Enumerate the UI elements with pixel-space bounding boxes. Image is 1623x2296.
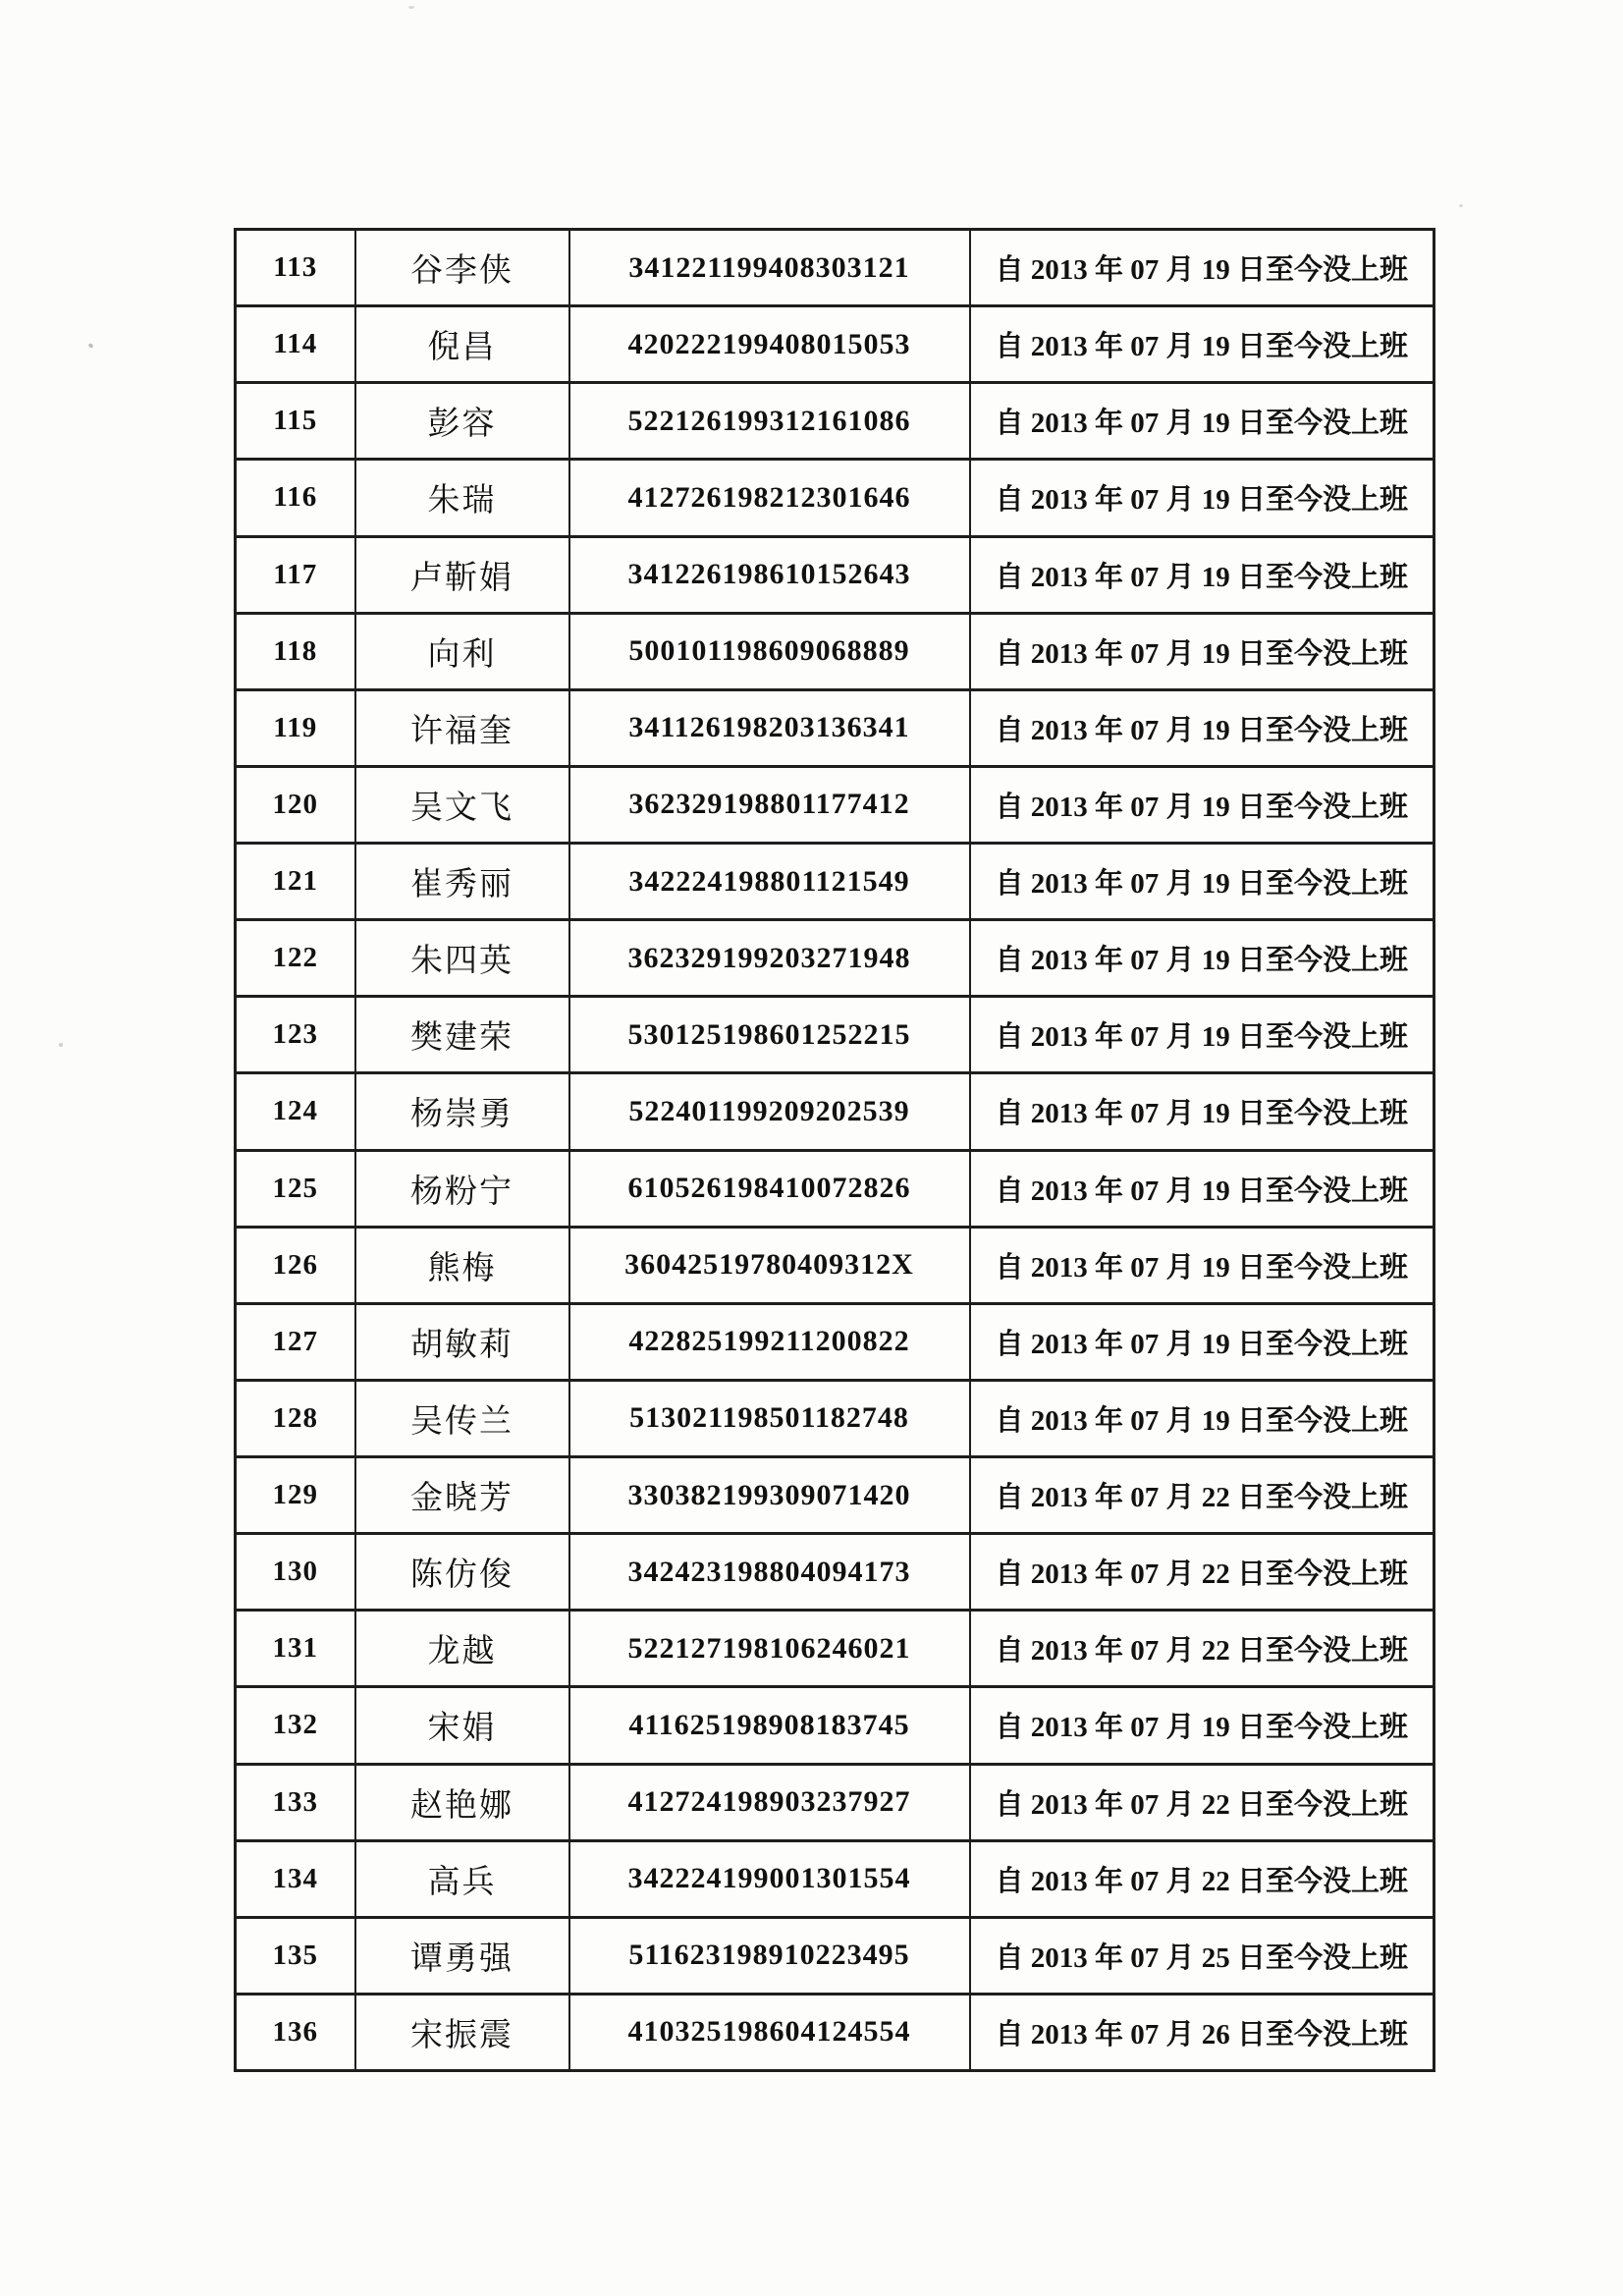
id-number-cell: 342224198801121549 xyxy=(569,844,970,920)
id-number-cell: 610526198410072826 xyxy=(569,1150,970,1227)
row-number-cell: 118 xyxy=(236,613,355,689)
row-number-cell: 133 xyxy=(236,1764,355,1840)
table-row xyxy=(236,920,1434,997)
person-name-cell: 谷李侠 xyxy=(355,230,569,306)
person-name-cell: 谭勇强 xyxy=(355,1917,569,1994)
absence-status-cell: 自 2013 年 07 月 19 日至今没上班 xyxy=(970,613,1434,689)
person-name-cell: 吴文飞 xyxy=(355,766,569,843)
id-number-cell: 342224199001301554 xyxy=(569,1840,970,1917)
table-row xyxy=(236,1380,1434,1456)
row-number-cell: 130 xyxy=(236,1534,355,1611)
table-row xyxy=(236,1687,1434,1764)
absence-status-cell: 自 2013 年 07 月 19 日至今没上班 xyxy=(970,920,1434,997)
person-name-cell: 彭容 xyxy=(355,383,569,460)
person-name-cell: 熊梅 xyxy=(355,1227,569,1303)
person-name-cell: 卢靳娟 xyxy=(355,536,569,613)
id-number-cell: 412724198903237927 xyxy=(569,1764,970,1840)
row-number-cell: 128 xyxy=(236,1380,355,1456)
id-number-cell: 522127198106246021 xyxy=(569,1611,970,1687)
id-number-cell: 511623198910223495 xyxy=(569,1917,970,1994)
id-number-cell: 36042519780409312X xyxy=(569,1227,970,1303)
row-number-cell: 116 xyxy=(236,460,355,536)
table-row xyxy=(236,1073,1434,1150)
absence-status-cell: 自 2013 年 07 月 19 日至今没上班 xyxy=(970,460,1434,536)
row-number-cell: 134 xyxy=(236,1840,355,1917)
absence-status-cell: 自 2013 年 07 月 22 日至今没上班 xyxy=(970,1764,1434,1840)
table-row xyxy=(236,844,1434,920)
scan-speckle xyxy=(87,343,93,349)
table-row xyxy=(236,1840,1434,1917)
row-number-cell: 135 xyxy=(236,1917,355,1994)
row-number-cell: 127 xyxy=(236,1303,355,1380)
absence-status-cell: 自 2013 年 07 月 19 日至今没上班 xyxy=(970,1227,1434,1303)
row-number-cell: 136 xyxy=(236,1994,355,2070)
absence-status-cell: 自 2013 年 07 月 22 日至今没上班 xyxy=(970,1457,1434,1534)
table-row xyxy=(236,1611,1434,1687)
table-row xyxy=(236,1303,1434,1380)
id-number-cell: 341226198610152643 xyxy=(569,536,970,613)
absence-roster-table xyxy=(234,228,1435,2072)
person-name-cell: 许福奎 xyxy=(355,689,569,766)
person-name-cell: 高兵 xyxy=(355,1840,569,1917)
absence-status-cell: 自 2013 年 07 月 19 日至今没上班 xyxy=(970,536,1434,613)
absence-status-cell: 自 2013 年 07 月 19 日至今没上班 xyxy=(970,306,1434,383)
id-number-cell: 362329199203271948 xyxy=(569,920,970,997)
id-number-cell: 530125198601252215 xyxy=(569,997,970,1073)
person-name-cell: 杨崇勇 xyxy=(355,1073,569,1150)
person-name-cell: 宋娟 xyxy=(355,1687,569,1764)
id-number-cell: 420222199408015053 xyxy=(569,306,970,383)
row-number-cell: 115 xyxy=(236,383,355,460)
id-number-cell: 342423198804094173 xyxy=(569,1534,970,1611)
table-row xyxy=(236,1764,1434,1840)
id-number-cell: 330382199309071420 xyxy=(569,1457,970,1534)
table-row xyxy=(236,997,1434,1073)
scan-speckle xyxy=(408,6,414,9)
table-row xyxy=(236,1150,1434,1227)
id-number-cell: 341221199408303121 xyxy=(569,230,970,306)
table-row xyxy=(236,689,1434,766)
table-row xyxy=(236,460,1434,536)
row-number-cell: 119 xyxy=(236,689,355,766)
table-row xyxy=(236,613,1434,689)
table-row xyxy=(236,766,1434,843)
absence-status-cell: 自 2013 年 07 月 19 日至今没上班 xyxy=(970,1687,1434,1764)
absence-status-cell: 自 2013 年 07 月 19 日至今没上班 xyxy=(970,1303,1434,1380)
absence-roster-table-body xyxy=(236,230,1434,2071)
id-number-cell: 513021198501182748 xyxy=(569,1380,970,1456)
row-number-cell: 120 xyxy=(236,766,355,843)
table-row xyxy=(236,1994,1434,2070)
row-number-cell: 114 xyxy=(236,306,355,383)
absence-status-cell: 自 2013 年 07 月 19 日至今没上班 xyxy=(970,689,1434,766)
row-number-cell: 132 xyxy=(236,1687,355,1764)
absence-status-cell: 自 2013 年 07 月 19 日至今没上班 xyxy=(970,230,1434,306)
absence-status-cell: 自 2013 年 07 月 19 日至今没上班 xyxy=(970,766,1434,843)
person-name-cell: 宋振震 xyxy=(355,1994,569,2070)
absence-status-cell: 自 2013 年 07 月 22 日至今没上班 xyxy=(970,1534,1434,1611)
person-name-cell: 杨粉宁 xyxy=(355,1150,569,1227)
person-name-cell: 向利 xyxy=(355,613,569,689)
row-number-cell: 125 xyxy=(236,1150,355,1227)
person-name-cell: 朱瑞 xyxy=(355,460,569,536)
absence-status-cell: 自 2013 年 07 月 25 日至今没上班 xyxy=(970,1917,1434,1994)
row-number-cell: 121 xyxy=(236,844,355,920)
id-number-cell: 522401199209202539 xyxy=(569,1073,970,1150)
person-name-cell: 朱四英 xyxy=(355,920,569,997)
absence-status-cell: 自 2013 年 07 月 19 日至今没上班 xyxy=(970,844,1434,920)
row-number-cell: 123 xyxy=(236,997,355,1073)
absence-status-cell: 自 2013 年 07 月 19 日至今没上班 xyxy=(970,997,1434,1073)
id-number-cell: 522126199312161086 xyxy=(569,383,970,460)
person-name-cell: 吴传兰 xyxy=(355,1380,569,1456)
scan-speckle xyxy=(1459,204,1463,207)
id-number-cell: 422825199211200822 xyxy=(569,1303,970,1380)
absence-status-cell: 自 2013 年 07 月 19 日至今没上班 xyxy=(970,1380,1434,1456)
row-number-cell: 124 xyxy=(236,1073,355,1150)
person-name-cell: 金晓芳 xyxy=(355,1457,569,1534)
row-number-cell: 126 xyxy=(236,1227,355,1303)
id-number-cell: 500101198609068889 xyxy=(569,613,970,689)
absence-status-cell: 自 2013 年 07 月 19 日至今没上班 xyxy=(970,1073,1434,1150)
id-number-cell: 411625198908183745 xyxy=(569,1687,970,1764)
row-number-cell: 113 xyxy=(236,230,355,306)
table-row xyxy=(236,1227,1434,1303)
person-name-cell: 倪昌 xyxy=(355,306,569,383)
absence-status-cell: 自 2013 年 07 月 26 日至今没上班 xyxy=(970,1994,1434,2070)
absence-status-cell: 自 2013 年 07 月 19 日至今没上班 xyxy=(970,383,1434,460)
table-row xyxy=(236,383,1434,460)
person-name-cell: 赵艳娜 xyxy=(355,1764,569,1840)
table-row xyxy=(236,230,1434,306)
table-row xyxy=(236,1534,1434,1611)
absence-status-cell: 自 2013 年 07 月 22 日至今没上班 xyxy=(970,1840,1434,1917)
row-number-cell: 131 xyxy=(236,1611,355,1687)
person-name-cell: 陈仿俊 xyxy=(355,1534,569,1611)
row-number-cell: 117 xyxy=(236,536,355,613)
id-number-cell: 412726198212301646 xyxy=(569,460,970,536)
absence-status-cell: 自 2013 年 07 月 19 日至今没上班 xyxy=(970,1150,1434,1227)
person-name-cell: 龙越 xyxy=(355,1611,569,1687)
id-number-cell: 341126198203136341 xyxy=(569,689,970,766)
person-name-cell: 樊建荣 xyxy=(355,997,569,1073)
row-number-cell: 129 xyxy=(236,1457,355,1534)
table-row xyxy=(236,536,1434,613)
person-name-cell: 崔秀丽 xyxy=(355,844,569,920)
absence-status-cell: 自 2013 年 07 月 22 日至今没上班 xyxy=(970,1611,1434,1687)
table-row xyxy=(236,306,1434,383)
table-row xyxy=(236,1917,1434,1994)
id-number-cell: 410325198604124554 xyxy=(569,1994,970,2070)
scan-speckle xyxy=(59,1043,63,1047)
id-number-cell: 362329198801177412 xyxy=(569,766,970,843)
table-row xyxy=(236,1457,1434,1534)
person-name-cell: 胡敏莉 xyxy=(355,1303,569,1380)
row-number-cell: 122 xyxy=(236,920,355,997)
